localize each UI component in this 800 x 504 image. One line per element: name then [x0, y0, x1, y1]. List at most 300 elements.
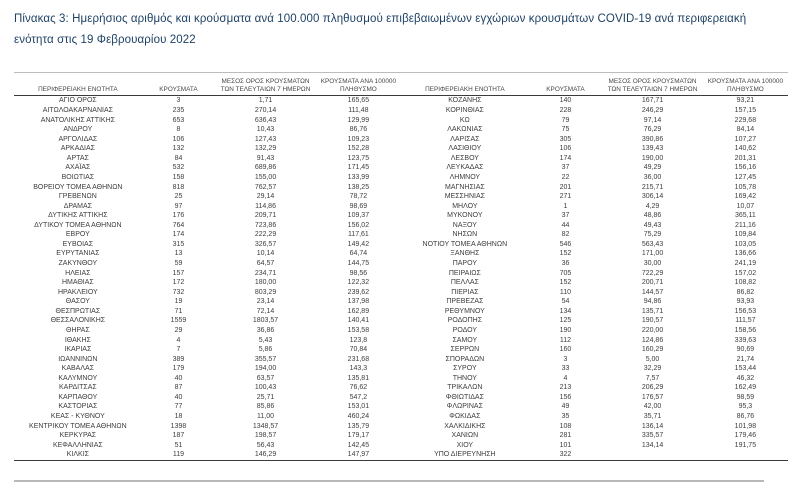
region-cell: ΗΡΑΚΛΕΙΟΥ: [57, 288, 98, 296]
per100k-cell: 129,99: [347, 116, 370, 124]
per100k-cell: 171,45: [347, 164, 370, 172]
region-cell: ΦΘΙΩΤΙΔΑΣ: [445, 393, 484, 401]
avg7-cell: 7,57: [645, 374, 660, 382]
table-row: [14, 240, 401, 250]
table-row: [14, 201, 401, 211]
header-regional-unit: ΠΕΡΙΦΕΡΕΙΑΚΗ ΕΝΟΤΗΤΑ: [38, 85, 118, 93]
cases-cell: 33: [561, 365, 570, 373]
table-row: [14, 144, 401, 154]
avg7-cell: 30,00: [643, 260, 662, 268]
avg7-cell: 91,43: [256, 154, 275, 162]
region-cell: ΣΑΜΟΥ: [452, 336, 478, 344]
table-row: [14, 326, 401, 336]
per100k-cell: 109,84: [734, 231, 757, 239]
cases-cell: 7: [176, 346, 181, 354]
per100k-cell: 76,62: [349, 384, 368, 392]
table-row: [401, 412, 788, 422]
cases-cell: 132: [172, 145, 185, 153]
avg7-cell: 194,00: [254, 365, 277, 373]
avg7-cell: 722,29: [641, 269, 664, 277]
cases-cell: 77: [174, 403, 183, 411]
avg7-cell: 72,14: [256, 307, 275, 315]
per100k-cell: 158,56: [734, 326, 757, 334]
table-row: [401, 297, 788, 307]
table-row: [401, 440, 788, 450]
table-row: [14, 287, 401, 297]
header-7day-average: ΜΕΣΟΣ ΟΡΟΣ ΚΡΟΥΣΜΑΤΩΝ ΤΩΝ ΤΕΛΕΥΤΑΙΩΝ 7 ΗΜΕΡΩΝ: [220, 78, 311, 93]
cases-cell: 37: [561, 212, 570, 220]
region-cell: ΚΟΡΙΝΘΙΑΣ: [445, 107, 484, 115]
table-row: [14, 316, 401, 326]
table-row: [14, 297, 401, 307]
table-row: [14, 249, 401, 259]
cases-cell: 4: [563, 374, 568, 382]
cases-cell: 176: [172, 212, 185, 220]
avg7-cell: 190,57: [641, 317, 664, 325]
region-cell: ΤΡΙΚΑΛΩΝ: [447, 384, 483, 392]
header-cases: ΚΡΟΥΣΜΑΤΑ: [159, 85, 198, 93]
per100k-cell: 10,07: [736, 202, 755, 210]
per100k-cell: 21,74: [736, 355, 755, 363]
avg7-cell: 114,86: [255, 202, 276, 210]
avg7-cell: 97,14: [643, 116, 662, 124]
table-row: [401, 173, 788, 183]
avg7-cell: 636,43: [254, 116, 277, 124]
region-cell: ΗΛΕΙΑΣ: [65, 269, 91, 277]
region-cell: ΑΝΔΡΟΥ: [63, 126, 93, 134]
per100k-cell: 103,05: [734, 240, 757, 248]
region-cell: ΑΡΤΑΣ: [66, 154, 89, 162]
region-cell: ΒΟΡΕΙΟΥ ΤΟΜΕΑ ΑΘΗΝΩΝ: [33, 183, 123, 191]
cases-cell: 75: [561, 126, 570, 134]
avg7-cell: 198,57: [254, 432, 277, 440]
table-row: [14, 450, 401, 460]
per100k-cell: 86,76: [349, 126, 368, 134]
cases-cell: 134: [559, 307, 572, 315]
per100k-cell: 98,56: [349, 269, 368, 277]
per100k-cell: 201,31: [734, 154, 757, 162]
cases-cell: 389: [172, 355, 185, 363]
avg7-cell: 85,86: [256, 403, 275, 411]
cases-cell: 187: [172, 432, 185, 440]
region-cell: ΚΕΑΣ - ΚΥΘΝΟΥ: [50, 413, 105, 421]
cases-cell: 35: [561, 413, 570, 421]
avg7-cell: 35,71: [643, 413, 662, 421]
avg7-cell: 56,43: [256, 441, 275, 449]
right-table-body: [401, 96, 788, 459]
table-row: [14, 163, 401, 173]
table-row: [401, 125, 788, 135]
region-cell: ΛΕΥΚΑΔΑΣ: [446, 164, 484, 172]
table-row: [14, 383, 401, 393]
per100k-cell: 136,66: [734, 250, 757, 258]
avg7-cell: 49,43: [643, 221, 662, 229]
table-row: [14, 134, 401, 144]
avg7-cell: 355,57: [254, 355, 277, 363]
table-row: [14, 173, 401, 183]
per100k-cell: 460,24: [347, 413, 370, 421]
header-cases: ΚΡΟΥΣΜΑΤΑ: [546, 85, 585, 93]
cases-cell: 235: [172, 107, 185, 115]
table-row: [401, 345, 788, 355]
per100k-cell: 111,48: [348, 107, 369, 115]
region-cell: ΠΑΡΟΥ: [452, 260, 477, 268]
region-cell: ΙΘΑΚΗΣ: [64, 336, 91, 344]
table-row: [14, 154, 401, 164]
table-row: [401, 431, 788, 441]
avg7-cell: 1803,57: [252, 317, 279, 325]
avg7-cell: 136,14: [641, 422, 664, 430]
per100k-cell: 86,76: [736, 413, 755, 421]
table-row: [401, 393, 788, 403]
region-cell: ΧΑΛΚΙΔΙΚΗΣ: [444, 422, 486, 430]
per100k-cell: 127,45: [734, 173, 757, 181]
cases-cell: 19: [174, 298, 183, 306]
per100k-cell: 95,3: [738, 403, 753, 411]
table-row: [14, 440, 401, 450]
avg7-cell: 5,00: [645, 355, 660, 363]
cases-cell: 818: [172, 183, 185, 191]
cases-cell: 705: [559, 269, 572, 277]
per100k-cell: 239,62: [347, 288, 370, 296]
per100k-cell: 229,68: [734, 116, 757, 124]
region-cell: ΚΕΡΚΥΡΑΣ: [59, 432, 97, 440]
per100k-cell: 123,75: [347, 154, 370, 162]
cases-cell: 732: [172, 288, 185, 296]
per100k-cell: 86,82: [736, 288, 755, 296]
cases-cell: 174: [172, 231, 185, 239]
per100k-cell: 179,46: [734, 432, 757, 440]
cases-cell: 152: [559, 279, 572, 287]
table-caption: Πίνακας 3: Ημερήσιος αριθμός και κρούσματα ανά 100.000 πληθυσμού επιβεβαιωμένων εγχώριων κρουσμάτων COVID-19 ανά περιφερειακή ενότητα στις 19 Φεβρουαρίου 2022: [14, 13, 747, 46]
cases-cell: 125: [559, 317, 572, 325]
cases-cell: 152: [559, 250, 572, 258]
region-cell: ΡΟΔΟΠΗΣ: [447, 317, 483, 325]
left-table-header: [14, 73, 401, 96]
per100k-cell: 149,42: [347, 240, 370, 248]
avg7-cell: 326,57: [254, 240, 277, 248]
table-row: [401, 307, 788, 317]
avg7-cell: 180,00: [254, 279, 277, 287]
avg7-cell: 209,71: [254, 212, 277, 220]
avg7-cell: 144,57: [641, 288, 664, 296]
per100k-cell: 143,3: [349, 365, 368, 373]
region-cell: ΙΩΑΝΝΙΝΩΝ: [58, 355, 98, 363]
region-cell: ΝΑΞΟΥ: [452, 221, 477, 229]
avg7-cell: 29,14: [256, 193, 275, 201]
cases-cell: 84: [174, 154, 183, 162]
per100k-cell: 135,81: [347, 374, 370, 382]
avg7-cell: 234,71: [254, 269, 277, 277]
avg7-cell: 176,57: [641, 393, 664, 401]
avg7-cell: 1348,57: [252, 422, 279, 430]
avg7-cell: 723,86: [254, 221, 277, 229]
cases-cell: 82: [561, 231, 570, 239]
per100k-cell: 191,75: [734, 441, 757, 449]
per100k-cell: 109,23: [347, 135, 370, 143]
avg7-cell: 689,86: [254, 164, 277, 172]
per100k-cell: 144,75: [347, 260, 370, 268]
cases-cell: 4: [176, 336, 181, 344]
avg7-cell: 10,43: [256, 126, 275, 134]
cases-cell: 281: [559, 432, 572, 440]
per100k-cell: 547,2: [349, 393, 368, 401]
region-cell: ΑΡΓΟΛΙΔΑΣ: [58, 135, 98, 143]
table-row: [401, 154, 788, 164]
region-cell: ΡΕΘΥΜΝΟΥ: [444, 307, 485, 315]
table-row: [14, 335, 401, 345]
per100k-cell: 162,49: [734, 384, 757, 392]
table-row: [401, 421, 788, 431]
region-cell: ΑΓΙΟ ΟΡΟΣ: [58, 97, 97, 105]
table-row: [401, 402, 788, 412]
table-row: [401, 374, 788, 384]
cases-cell: 140: [559, 97, 572, 105]
header-7day-average: ΜΕΣΟΣ ΟΡΟΣ ΚΡΟΥΣΜΑΤΩΝ ΤΩΝ ΤΕΛΕΥΤΑΙΩΝ 7 ΗΜΕΡΩΝ: [607, 78, 698, 93]
cases-cell: 40: [174, 393, 183, 401]
cases-cell: 156: [559, 393, 572, 401]
region-cell: ΖΑΚΥΝΘΟΥ: [58, 260, 98, 268]
table-row: [14, 192, 401, 202]
region-cell: ΚΕΦΑΛΛΗΝΙΑΣ: [52, 441, 103, 449]
cases-cell: 213: [559, 384, 572, 392]
table-columns-wrapper: [14, 73, 788, 461]
cases-cell: 3: [563, 355, 568, 363]
region-cell: ΑΝΑΤΟΛΙΚΗΣ ΑΤΤΙΚΗΣ: [40, 116, 115, 124]
region-cell: ΚΙΛΚΙΣ: [66, 451, 89, 459]
avg7-cell: 270,14: [254, 107, 277, 115]
table-row: [401, 163, 788, 173]
per100k-cell: 133,99: [347, 173, 370, 181]
table-row: [401, 230, 788, 240]
region-cell: ΑΙΤΩΛΟΑΚΑΡΝΑΝΙΑΣ: [42, 107, 113, 115]
region-cell: ΔΡΑΜΑΣ: [63, 202, 93, 210]
avg7-cell: 155,00: [254, 173, 277, 181]
per100k-cell: 231,68: [347, 355, 370, 363]
region-cell: ΘΑΣΟΥ: [65, 298, 90, 306]
region-cell: ΚΑΡΠΑΘΟΥ: [58, 393, 98, 401]
cases-cell: 8: [176, 126, 181, 134]
cases-cell: 37: [561, 164, 570, 172]
avg7-cell: 306,14: [641, 193, 664, 201]
table-row: [14, 393, 401, 403]
cases-cell: 29: [174, 326, 183, 334]
table-row: [14, 345, 401, 355]
region-cell: ΚΕΝΤΡΙΚΟΥ ΤΟΜΕΑ ΑΘΗΝΩΝ: [29, 422, 127, 430]
table-row: [14, 106, 401, 116]
region-cell: ΜΕΣΣΗΝΙΑΣ: [444, 193, 485, 201]
region-cell: ΠΙΕΡΙΑΣ: [451, 288, 479, 296]
per100k-cell: 122,32: [347, 279, 370, 287]
region-cell: ΚΑΡΔΙΤΣΑΣ: [58, 384, 97, 392]
table-row: [401, 335, 788, 345]
table-row: [14, 354, 401, 364]
region-cell: ΝΟΤΙΟΥ ΤΟΜΕΑ ΑΘΗΝΩΝ: [422, 240, 508, 248]
region-cell: ΛΑΣΙΘΙΟΥ: [448, 145, 482, 153]
region-cell: ΦΛΩΡΙΝΑΣ: [446, 403, 483, 411]
cases-cell: 172: [172, 279, 185, 287]
per100k-cell: 157,15: [734, 107, 757, 115]
table-row: [401, 316, 788, 326]
avg7-cell: 36,00: [643, 173, 662, 181]
table-row: [401, 211, 788, 221]
cases-cell: 546: [559, 240, 572, 248]
avg7-cell: 63,57: [256, 374, 275, 382]
cases-cell: 201: [559, 183, 572, 191]
table-row: [14, 364, 401, 374]
avg7-cell: 25,71: [256, 393, 275, 401]
avg7-cell: 75,29: [643, 231, 662, 239]
per100k-cell: 153,44: [734, 365, 757, 373]
avg7-cell: 10,14: [256, 250, 275, 258]
region-cell: ΣΠΟΡΑΔΩΝ: [445, 355, 485, 363]
per100k-cell: 140,62: [734, 145, 757, 153]
region-cell: ΠΕΙΡΑΙΩΣ: [448, 269, 481, 277]
table-row: [401, 115, 788, 125]
per100k-cell: 165,65: [347, 97, 370, 105]
per100k-cell: 179,17: [347, 432, 370, 440]
cases-cell: 1398: [170, 422, 187, 430]
region-cell: ΓΡΕΒΕΝΩΝ: [58, 193, 97, 201]
table-row: [401, 278, 788, 288]
table-row: [401, 287, 788, 297]
cases-cell: 18: [174, 413, 183, 421]
table-row: [14, 211, 401, 221]
avg7-cell: 127,43: [254, 135, 277, 143]
avg7-cell: 1,71: [258, 97, 273, 105]
region-cell: ΚΩ: [459, 116, 470, 124]
cases-cell: 25: [174, 193, 183, 201]
table-row: [14, 421, 401, 431]
per100k-cell: 339,63: [734, 336, 757, 344]
cases-cell: 1559: [170, 317, 187, 325]
region-cell: ΡΟΔΟΥ: [452, 326, 478, 334]
region-cell: ΛΗΜΝΟΥ: [449, 173, 481, 181]
per100k-cell: 365,11: [734, 212, 756, 220]
cases-cell: 44: [561, 221, 570, 229]
avg7-cell: 94,86: [643, 298, 662, 306]
table-row: [401, 268, 788, 278]
table-row: [14, 259, 401, 269]
table-row: [14, 115, 401, 125]
per100k-cell: 153,58: [347, 326, 370, 334]
region-cell: ΗΜΑΘΙΑΣ: [61, 279, 94, 287]
cases-cell: 87: [174, 384, 183, 392]
table-row: [14, 96, 401, 106]
per100k-cell: 98,59: [736, 393, 755, 401]
cases-cell: 315: [172, 240, 185, 248]
region-cell: ΑΡΚΑΔΙΑΣ: [60, 145, 95, 153]
avg7-cell: 4,29: [645, 202, 660, 210]
region-cell: ΛΑΡΙΣΑΣ: [450, 135, 480, 143]
cases-cell: 322: [559, 451, 572, 459]
per100k-cell: 156,16: [734, 164, 757, 172]
per100k-cell: 156,53: [734, 307, 757, 315]
per100k-cell: 93,21: [736, 97, 755, 105]
region-cell: ΛΕΣΒΟΥ: [450, 154, 479, 162]
table-row: [14, 125, 401, 135]
table-row: [401, 259, 788, 269]
region-cell: ΞΑΝΘΗΣ: [450, 250, 480, 258]
per100k-cell: 117,61: [347, 231, 369, 239]
region-cell: ΘΕΣΣΑΛΟΝΙΚΗΣ: [50, 317, 106, 325]
avg7-cell: 11,00: [257, 413, 275, 421]
region-cell: ΕΒΡΟΥ: [65, 231, 90, 239]
per100k-cell: 162,89: [347, 307, 370, 315]
table-row: [401, 192, 788, 202]
region-cell: ΜΥΚΟΝΟΥ: [447, 212, 483, 220]
header-cases-per-100000: ΚΡΟΥΣΜΑΤΑ ΑΝΑ 100000 ΠΛΗΘΥΣΜΟ: [320, 78, 397, 93]
avg7-cell: 42,00: [643, 403, 662, 411]
table-row: [401, 221, 788, 231]
avg7-cell: 220,00: [641, 326, 664, 334]
per100k-cell: 211,16: [734, 221, 756, 229]
avg7-cell: 134,14: [641, 441, 664, 449]
cases-cell: 3: [176, 97, 181, 105]
cases-cell: 71: [174, 307, 183, 315]
avg7-cell: 803,29: [254, 288, 277, 296]
region-cell: ΑΧΑΪΑΣ: [65, 164, 91, 172]
avg7-cell: 762,57: [254, 183, 277, 191]
table-row: [401, 96, 788, 106]
cases-cell: 228: [559, 107, 572, 115]
region-cell: ΔΥΤΙΚΟΥ ΤΟΜΕΑ ΑΘΗΝΩΝ: [34, 221, 122, 229]
table-row: [14, 412, 401, 422]
avg7-cell: 206,29: [641, 384, 664, 392]
cases-cell: 158: [172, 173, 185, 181]
region-cell: ΚΑΛΥΜΝΟΥ: [58, 374, 98, 382]
per100k-cell: 140,41: [347, 317, 370, 325]
table-row: [14, 402, 401, 412]
avg7-cell: 167,71: [641, 97, 664, 105]
cases-cell: 108: [559, 422, 572, 430]
cases-cell: 59: [174, 260, 183, 268]
cases-cell: 305: [559, 135, 572, 143]
avg7-cell: 171,00: [641, 250, 664, 258]
region-cell: ΜΑΓΝΗΣΙΑΣ: [444, 183, 485, 191]
region-cell: ΠΕΛΛΑΣ: [450, 279, 479, 287]
region-cell: ΚΑΣΤΟΡΙΑΣ: [58, 403, 98, 411]
avg7-cell: 100,43: [254, 384, 277, 392]
table-row: [401, 354, 788, 364]
per100k-cell: 98,69: [349, 202, 368, 210]
cases-cell: 51: [174, 441, 183, 449]
per100k-cell: 70,84: [349, 346, 368, 354]
region-cell: ΘΕΣΠΡΩΤΙΑΣ: [55, 307, 101, 315]
per100k-cell: 137,98: [347, 298, 370, 306]
table-row: [14, 182, 401, 192]
region-cell: ΤΗΝΟΥ: [452, 374, 477, 382]
table-row: [14, 278, 401, 288]
avg7-cell: 146,29: [254, 451, 277, 459]
header-regional-unit: ΠΕΡΙΦΕΡΕΙΑΚΗ ΕΝΟΤΗΤΑ: [425, 85, 505, 93]
per100k-cell: 157,02: [734, 269, 757, 277]
covid-region-table: [14, 72, 788, 461]
table-row: [401, 450, 788, 460]
table-row: [14, 230, 401, 240]
avg7-cell: 139,43: [641, 145, 664, 153]
table-row: [401, 134, 788, 144]
cases-cell: 13: [174, 250, 183, 258]
cases-cell: 179: [172, 365, 185, 373]
per100k-cell: 169,42: [734, 193, 757, 201]
avg7-cell: 49,29: [643, 164, 662, 172]
region-cell: ΣΥΡΟΥ: [453, 365, 477, 373]
per100k-cell: 84,14: [736, 126, 755, 134]
per100k-cell: 46,32: [736, 374, 755, 382]
cases-cell: 106: [172, 135, 185, 143]
per100k-cell: 138,25: [347, 183, 370, 191]
